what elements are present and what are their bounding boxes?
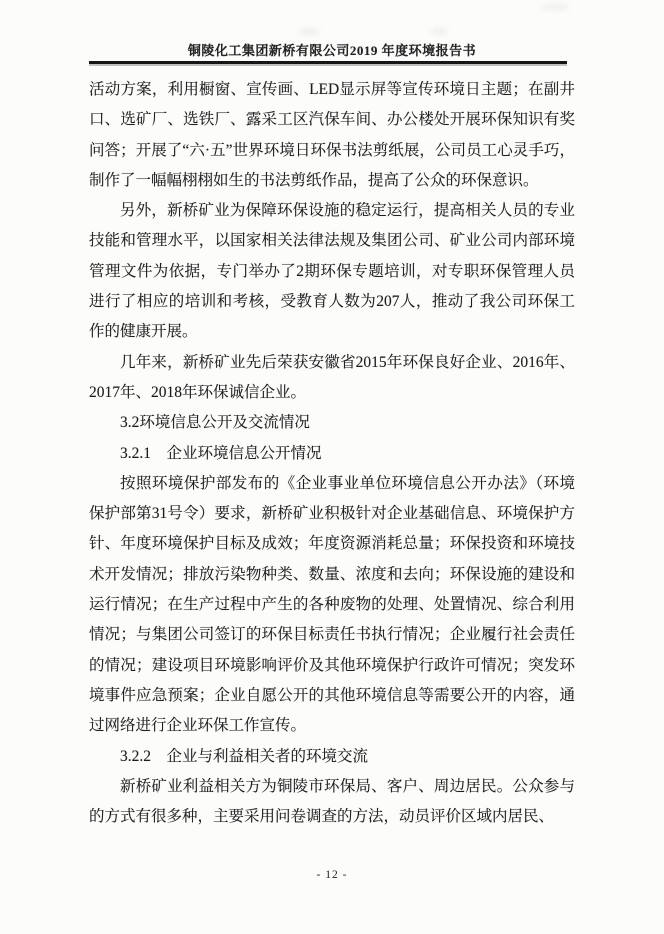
page-header-title: 铜陵化工集团新桥有限公司2019 年度环境报告书 (187, 43, 477, 58)
section-heading-3-2: 3.2环境信息公开及交流情况 (120, 414, 310, 432)
scan-smudge (430, 28, 448, 35)
paragraph-information-disclosure: 按照环境保护部发布的《企业事业单位环境信息公开办法》（环境保护部第31号令）要求，新桥矿业积极针对企业基础信息、环境保护方针、年度环境保护目标及成效；年度资源消耗总量；环保投资和环境技术开发情况；排放污染物种类、数量、浓度和去向；环保设施的建设和运行情况；在生产过程中产生的各种废物的处理、处置情况、综合利用情况；与集团公司签订的环保目标责任书执行情况；企业履行社会责任的情况；建设项目环境影响评价及其他环境保护行政许可情况；突发环境事件应急预案；企业自愿公开的其他环境信息等需要公开的内容，通过网络进行企业环保工作宣传。 (89, 474, 575, 735)
paragraph-training: 另外，新桥矿业为保障环保设施的稳定运行，提高相关人员的专业技能和管理水平，以国家相关法律法规及集团公司、矿业公司内部环境管理文件为依据，专门举办了2期环保专题培训，对专职环保管理人员进行了相应的培训和考核，受教育人数为207人，推动了我公司环保工作的健康开展。 (89, 202, 575, 341)
header-divider-rule (89, 61, 567, 64)
page-number: - 12 - (316, 869, 348, 881)
section-heading-3-2-2: 3.2.2 企业与利益相关者的环境交流 (120, 747, 369, 765)
paragraph-stakeholder-exchange: 新桥矿业利益相关方为铜陵市环保局、客户、周边居民。公众参与的方式有很多种，主要采用问卷调查的方法，动员评价区域内居民、 (89, 777, 575, 826)
paragraph-honors: 几年来，新桥矿业先后荣获安徽省2015年环保良好企业、2016年、2017年、2018年环保诚信企业。 (89, 353, 575, 401)
scan-smudge (540, 4, 570, 10)
section-heading-3-2-1: 3.2.1 企业环境信息公开情况 (120, 444, 322, 462)
paragraph-activity-plan: 活动方案，利用橱窗、宣传画、LED显示屏等宣传环境日主题；在副井口、选矿厂、选铁厂、露采工区汽保车间、办公楼处开展环保知识有奖问答；开展了“六·五”世界环境日环保书法剪纸展，公司员工心灵手巧，制作了一幅幅栩栩如生的书法剪纸作品，提高了公众的环保意识。 (89, 81, 575, 189)
scan-smudge (298, 28, 320, 35)
document-body (89, 75, 575, 832)
